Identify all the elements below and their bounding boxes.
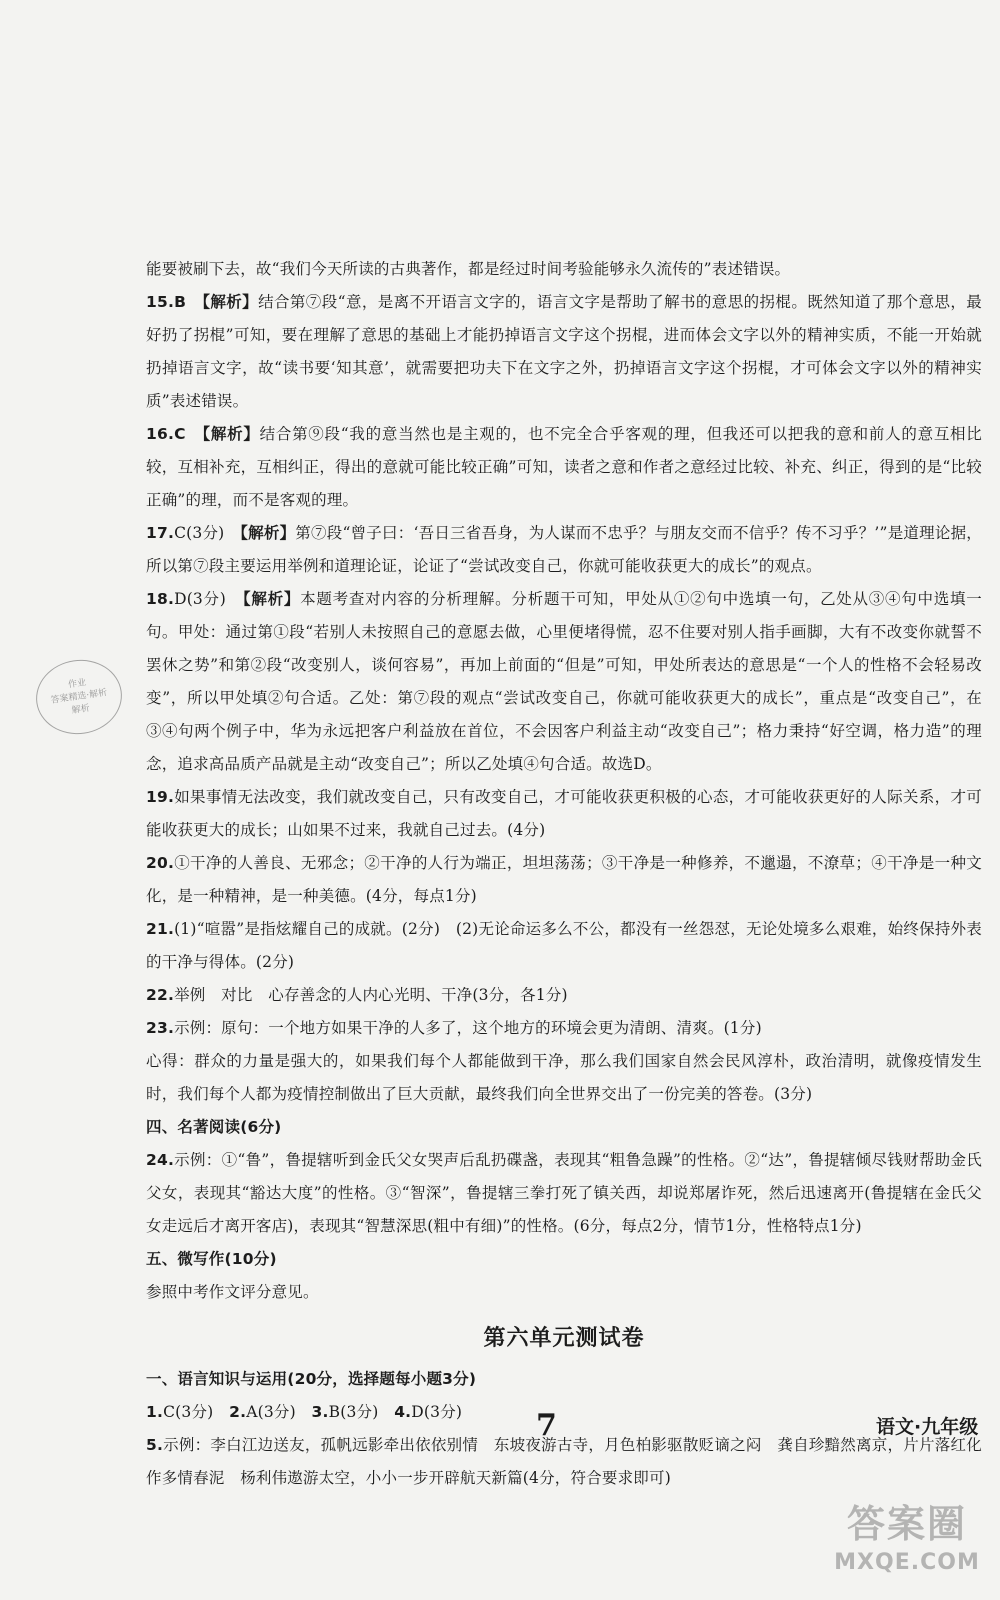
page-number: 7 bbox=[536, 1408, 557, 1443]
watermark-logo-text: 答案圈 bbox=[846, 1502, 967, 1546]
question-number: 16. bbox=[146, 425, 175, 443]
answer-15 bbox=[146, 286, 982, 418]
answer-choice: C bbox=[174, 425, 186, 443]
answer-21 bbox=[146, 913, 982, 979]
answer-content bbox=[146, 253, 982, 1495]
homework-stamp bbox=[31, 654, 126, 739]
answer-18 bbox=[146, 583, 982, 781]
question-number: 1. bbox=[146, 1403, 164, 1421]
section-5-text: 参照中考作文评分意见。 bbox=[146, 1283, 319, 1301]
answers-1-to-4: 1.C(3分) 2.A(3分) 3.B(3分) 4.D(3分) bbox=[146, 1403, 463, 1421]
question-number: 18. bbox=[146, 590, 175, 608]
answer-5 bbox=[146, 1429, 982, 1495]
section-heading-4: 四、名著阅读(6分) bbox=[146, 1118, 282, 1136]
answer-text: 举例 对比 心存善念的人内心光明、干净(3分，各1分) bbox=[174, 986, 568, 1004]
unit-title: 第六单元测试卷 bbox=[483, 1326, 645, 1351]
answer-17 bbox=[146, 517, 982, 583]
answer-text: ①干净的人善良、无邪念；②干净的人行为端正，坦坦荡荡；③干净是一种修养，不邋遢，不潦草；④干净是一种文化，是一种精神，是一种美德。(4分，每点1分) bbox=[146, 854, 982, 905]
answer-text: 结合第⑨段“我的意当然也是主观的，也不完全合乎客观的理，但我还可以把我的意和前人的意互相比较，互相补充，互相纠正，得出的意就可能比较正确”可知，读者之意和作者之意经过比较、补充、纠正，得到的是“比较正确”的理，而不是客观的理。 bbox=[146, 425, 982, 509]
answer-24 bbox=[146, 1144, 982, 1243]
watermark-url: MXQE.COM bbox=[834, 1550, 980, 1575]
question-number: 24. bbox=[146, 1151, 175, 1169]
answer-text: 示例：原句：一个地方如果干净的人多了，这个地方的环境会更为清朗、清爽。(1分) bbox=[174, 1019, 762, 1037]
question-number: 19. bbox=[146, 788, 175, 806]
answer-22 bbox=[146, 979, 982, 1012]
question-number: 5. bbox=[146, 1436, 164, 1454]
continuation-line: 能要被刷下去，故“我们今天所读的古典著作，都是经过时间考验能够永久流传的”表述错误。 bbox=[146, 260, 791, 278]
answer-text: 结合第⑦段“意，是离不开语言文字的，语言文字是帮助了解书的意思的拐棍。既然知道了那个意思，最好扔了拐棍”可知，要在理解了意思的基础上才能扔掉语言文字这个拐棍，进而体会文字以外的精神实质，不能一开始就扔掉语言文字，故“读书要‘知其意’，就需要把功夫下在文字之外，扔掉语言文字这个拐棍，才可体会文字以外的精神实质”表述错误。 bbox=[146, 293, 982, 410]
question-number: 17. bbox=[146, 524, 175, 542]
answer-19 bbox=[146, 781, 982, 847]
analysis-tag: 【解析】 bbox=[240, 524, 296, 542]
question-number: 23. bbox=[146, 1019, 175, 1037]
answer-text: 第⑦段“曾子曰：‘吾日三省吾身，为人谋而不忠乎？与朋友交而不信乎？传不习乎？’”是道理论据，所以第⑦段主要运用举例和道理论证，论证了“尝试改变自己，你就可能收获更大的成长”的观点。 bbox=[146, 524, 982, 575]
answer-choice: C(3分) bbox=[174, 524, 225, 542]
answer-text: 示例：李白江边送友，孤帆远影牵出依依别情 东坡夜游古寺，月色柏影驱散贬谪之闷 龚自珍黯然离京，片片落红化作多情春泥 杨利伟遨游太空，小小一步开辟航天新篇(4分，符合要求即可) bbox=[146, 1436, 982, 1487]
stamp-line-1: 作业 bbox=[67, 677, 87, 690]
analysis-tag: 【解析】 bbox=[202, 293, 259, 311]
answer-16 bbox=[146, 418, 982, 517]
subject-label: 语文·九年级 bbox=[876, 1416, 979, 1438]
answer-text: 如果事情无法改变，我们就改变自己，只有改变自己，才可能收获更积极的心态，才可能收获更好的人际关系，才可能收获更大的成长；山如果不过来，我就自己过去。(4分) bbox=[146, 788, 982, 839]
question-number: 15. bbox=[146, 293, 175, 311]
analysis-tag: 【解析】 bbox=[242, 590, 301, 608]
answer-text: 示例：①“鲁”，鲁提辖听到金氏父女哭声后乱扔碟盏，表现其“粗鲁急躁”的性格。②“达”，鲁提辖倾尽钱财帮助金氏父女，表现其“豁达大度”的性格。③“智深”，鲁提辖三拳打死了镇关西，却说郑屠诈死，然后迅速离开(鲁提辖在金氏父女走远后才离开客店)，表现其“智慧深思(粗中有细)”的性格。(6分，每点2分，情节1分，性格特点1分) bbox=[146, 1151, 982, 1235]
answer-20 bbox=[146, 847, 982, 913]
stamp-line-3: 解析 bbox=[71, 703, 91, 716]
section-heading-5: 五、微写作(10分) bbox=[146, 1250, 277, 1268]
answer-choice: D(3分) bbox=[174, 590, 227, 608]
answer-23-reflection bbox=[146, 1045, 982, 1111]
stamp-line-2: 答案精选·解析 bbox=[50, 687, 108, 706]
analysis-tag: 【解析】 bbox=[202, 425, 260, 443]
question-number: 21. bbox=[146, 920, 175, 938]
answer-text: (1)“喧嚣”是指炫耀自己的成就。(2分) (2)无论命运多么不公，都没有一丝怨怼，无论处境多么艰难，始终保持外表的干净与得体。(2分) bbox=[146, 920, 982, 971]
site-watermark bbox=[822, 1500, 992, 1590]
answer-text: 本题考查对内容的分析理解。分析题干可知，甲处从①②句中选填一句，乙处从③④句中选填一句。甲处：通过第①段“若别人未按照自己的意愿去做，心里便堵得慌，忍不住要对别人指手画脚，大有不改变你就誓不罢休之势”和第②段“改变别人，谈何容易”，再加上前面的“但是”可知，甲处所表达的意思是“一个人的性格不会轻易改变”，所以甲处填②句合适。乙处：第⑦段的观点“尝试改变自己，你就可能收获更大的成长”，重点是“改变自己”，在③④句两个例子中，华为永远把客户利益放在首位，不会因客户利益主动“改变自己”；格力秉持“好空调，格力造”的理念，追求高品质产品就是主动“改变自己”；所以乙处填④句合适。故选D。 bbox=[146, 590, 982, 773]
question-number: 2. bbox=[229, 1403, 247, 1421]
answer-23 bbox=[146, 1012, 982, 1045]
question-number: 22. bbox=[146, 986, 175, 1004]
answer-choice: B bbox=[174, 293, 187, 311]
section-heading-1: 一、语言知识与运用(20分，选择题每小题3分) bbox=[146, 1370, 477, 1388]
question-number: 20. bbox=[146, 854, 175, 872]
question-number: 3. bbox=[311, 1403, 329, 1421]
answer-text: 心得：群众的力量是强大的，如果我们每个人都能做到干净，那么我们国家自然会民风淳朴，政治清明，就像疫情发生时，我们每个人都为疫情控制做出了巨大贡献，最终我们向全世界交出了一份完美的答卷。(3分) bbox=[146, 1052, 982, 1103]
question-number: 4. bbox=[394, 1403, 412, 1421]
